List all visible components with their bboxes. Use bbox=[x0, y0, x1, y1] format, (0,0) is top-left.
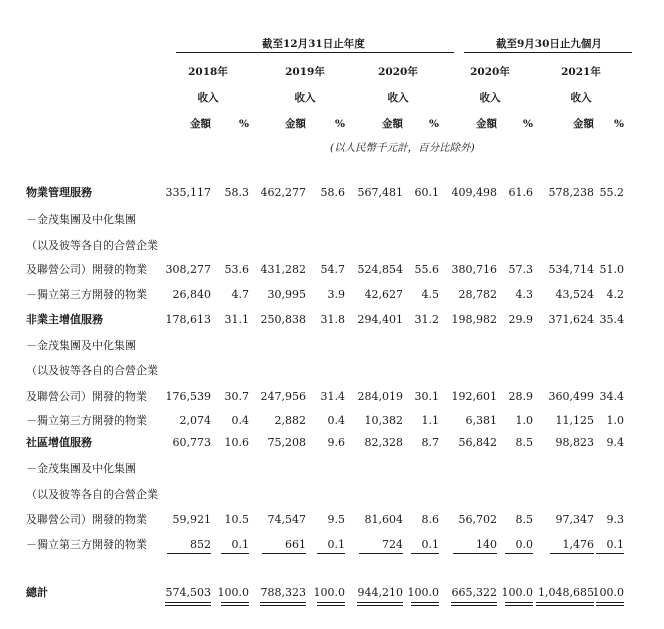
total-double-underline bbox=[357, 602, 403, 603]
subtotal-underline bbox=[550, 553, 594, 554]
cell-percent: 1.0 bbox=[515, 414, 533, 427]
subtotal-underline bbox=[221, 553, 249, 554]
cell-amount: 82,328 bbox=[364, 436, 403, 449]
total-double-underline bbox=[221, 602, 249, 603]
row-label: －金茂集團及中化集團 bbox=[26, 339, 136, 352]
cell-amount: 371,624 bbox=[548, 313, 594, 326]
amount-header: 金額 bbox=[476, 118, 497, 130]
total-double-underline bbox=[505, 602, 533, 603]
cell-amount: 524,854 bbox=[357, 263, 403, 276]
cell-amount: 192,601 bbox=[451, 390, 497, 403]
total-double-underline bbox=[505, 605, 533, 606]
cell-amount: 1,476 bbox=[562, 538, 594, 551]
total-double-underline bbox=[596, 602, 624, 603]
cell-amount: 567,481 bbox=[357, 186, 403, 199]
cell-percent: 0.4 bbox=[327, 414, 345, 427]
cell-percent: 8.6 bbox=[421, 513, 439, 526]
amount-header: 金額 bbox=[190, 118, 211, 130]
cell-percent: 8.5 bbox=[515, 436, 533, 449]
subtotal-underline bbox=[411, 553, 439, 554]
cell-amount: 409,498 bbox=[451, 186, 497, 199]
revenue-header: 收入 bbox=[387, 92, 409, 104]
header-group-right: 截至9月30日止九個月 bbox=[496, 38, 602, 50]
total-percent: 100.0 bbox=[592, 586, 624, 599]
subtotal-underline bbox=[262, 553, 306, 554]
cell-percent: 9.3 bbox=[606, 513, 624, 526]
total-double-underline bbox=[317, 602, 345, 603]
row-label: －金茂集團及中化集團 bbox=[26, 213, 136, 226]
percent-header: % bbox=[614, 118, 624, 130]
cell-percent: 0.1 bbox=[327, 538, 345, 551]
row-label: （以及彼等各自的合營企業 bbox=[26, 488, 158, 501]
year-header: 2020年 bbox=[378, 66, 418, 78]
cell-amount: 10,382 bbox=[364, 414, 403, 427]
cell-amount: 2,882 bbox=[274, 414, 306, 427]
total-double-underline bbox=[536, 602, 594, 603]
cell-amount: 59,921 bbox=[172, 513, 211, 526]
cell-amount: 308,277 bbox=[165, 263, 211, 276]
cell-percent: 29.9 bbox=[508, 313, 533, 326]
cell-percent: 61.6 bbox=[508, 186, 533, 199]
cell-percent: 60.1 bbox=[414, 186, 439, 199]
cell-amount: 56,842 bbox=[458, 436, 497, 449]
row-label: 及聯營公司）開發的物業 bbox=[26, 390, 147, 403]
year-header: 2019年 bbox=[285, 66, 325, 78]
cell-percent: 3.9 bbox=[327, 288, 345, 301]
revenue-header: 收入 bbox=[570, 92, 592, 104]
total-amount: 788,323 bbox=[260, 586, 306, 599]
row-label: －獨立第三方開發的物業 bbox=[26, 288, 147, 301]
cell-amount: 81,604 bbox=[364, 513, 403, 526]
cell-percent: 58.3 bbox=[224, 186, 249, 199]
cell-amount: 42,627 bbox=[364, 288, 403, 301]
cell-percent: 31.1 bbox=[224, 313, 249, 326]
row-label: －金茂集團及中化集團 bbox=[26, 462, 136, 475]
percent-header: % bbox=[523, 118, 533, 130]
total-amount: 944,210 bbox=[357, 586, 403, 599]
cell-amount: 284,019 bbox=[357, 390, 403, 403]
total-percent: 100.0 bbox=[501, 586, 533, 599]
subtotal-underline bbox=[505, 553, 533, 554]
cell-percent: 28.9 bbox=[508, 390, 533, 403]
subtotal-underline bbox=[596, 553, 624, 554]
revenue-header: 收入 bbox=[197, 92, 219, 104]
cell-percent: 0.1 bbox=[421, 538, 439, 551]
cell-amount: 140 bbox=[476, 538, 497, 551]
percent-header: % bbox=[429, 118, 439, 130]
year-header: 2021年 bbox=[561, 66, 601, 78]
cell-amount: 176,539 bbox=[165, 390, 211, 403]
cell-percent: 8.5 bbox=[515, 513, 533, 526]
revenue-header: 收入 bbox=[294, 92, 316, 104]
amount-header: 金額 bbox=[382, 118, 403, 130]
amount-header: 金額 bbox=[285, 118, 306, 130]
total-double-underline bbox=[536, 605, 594, 606]
subtotal-underline bbox=[167, 553, 211, 554]
cell-percent: 10.5 bbox=[224, 513, 249, 526]
total-double-underline bbox=[221, 605, 249, 606]
row-label: －獨立第三方開發的物業 bbox=[26, 538, 147, 551]
total-double-underline bbox=[260, 602, 306, 603]
cell-amount: 431,282 bbox=[260, 263, 306, 276]
cell-amount: 60,773 bbox=[172, 436, 211, 449]
cell-amount: 26,840 bbox=[172, 288, 211, 301]
cell-amount: 198,982 bbox=[451, 313, 497, 326]
header-group-left-underline bbox=[176, 52, 454, 53]
cell-percent: 57.3 bbox=[508, 263, 533, 276]
total-percent: 100.0 bbox=[313, 586, 345, 599]
total-percent: 100.0 bbox=[407, 586, 439, 599]
year-header: 2018年 bbox=[188, 66, 228, 78]
subtotal-underline bbox=[317, 553, 345, 554]
cell-percent: 53.6 bbox=[224, 263, 249, 276]
total-double-underline bbox=[451, 605, 497, 606]
total-double-underline bbox=[165, 605, 211, 606]
cell-percent: 4.3 bbox=[515, 288, 533, 301]
total-double-underline bbox=[260, 605, 306, 606]
cell-percent: 58.6 bbox=[320, 186, 345, 199]
cell-amount: 360,499 bbox=[548, 390, 594, 403]
row-label: 及聯營公司）開發的物業 bbox=[26, 263, 147, 276]
total-double-underline bbox=[357, 605, 403, 606]
cell-amount: 6,381 bbox=[465, 414, 497, 427]
cell-percent: 30.1 bbox=[414, 390, 439, 403]
cell-amount: 75,208 bbox=[267, 436, 306, 449]
total-double-underline bbox=[411, 605, 439, 606]
cell-amount: 578,238 bbox=[548, 186, 594, 199]
cell-percent: 34.4 bbox=[599, 390, 624, 403]
total-label: 總計 bbox=[26, 586, 48, 599]
section-label: 物業管理服務 bbox=[26, 186, 92, 199]
cell-percent: 9.5 bbox=[327, 513, 345, 526]
row-label: （以及彼等各自的合營企業 bbox=[26, 364, 158, 377]
cell-percent: 55.2 bbox=[599, 186, 624, 199]
total-amount: 1,048,685 bbox=[538, 586, 594, 599]
total-double-underline bbox=[451, 602, 497, 603]
cell-amount: 178,613 bbox=[165, 313, 211, 326]
total-amount: 665,322 bbox=[451, 586, 497, 599]
cell-percent: 54.7 bbox=[320, 263, 345, 276]
cell-percent: 0.0 bbox=[515, 538, 533, 551]
cell-percent: 10.6 bbox=[224, 436, 249, 449]
cell-amount: 724 bbox=[382, 538, 403, 551]
cell-percent: 30.7 bbox=[224, 390, 249, 403]
subtotal-underline bbox=[359, 553, 403, 554]
cell-amount: 294,401 bbox=[357, 313, 403, 326]
cell-amount: 28,782 bbox=[458, 288, 497, 301]
cell-percent: 8.7 bbox=[421, 436, 439, 449]
section-label: 社區增值服務 bbox=[26, 436, 92, 449]
total-percent: 100.0 bbox=[217, 586, 249, 599]
cell-percent: 0.1 bbox=[606, 538, 624, 551]
cell-amount: 335,117 bbox=[165, 186, 211, 199]
cell-amount: 250,838 bbox=[260, 313, 306, 326]
row-label: 及聯營公司）開發的物業 bbox=[26, 513, 147, 526]
total-double-underline bbox=[411, 602, 439, 603]
cell-amount: 462,277 bbox=[260, 186, 306, 199]
cell-percent: 4.7 bbox=[231, 288, 249, 301]
percent-header: % bbox=[335, 118, 345, 130]
cell-amount: 380,716 bbox=[451, 263, 497, 276]
cell-percent: 4.5 bbox=[421, 288, 439, 301]
cell-percent: 4.2 bbox=[606, 288, 624, 301]
cell-percent: 55.6 bbox=[414, 263, 439, 276]
cell-amount: 30,995 bbox=[267, 288, 306, 301]
cell-percent: 51.0 bbox=[599, 263, 624, 276]
revenue-header: 收入 bbox=[479, 92, 501, 104]
cell-amount: 74,547 bbox=[267, 513, 306, 526]
total-double-underline bbox=[317, 605, 345, 606]
amount-header: 金額 bbox=[573, 118, 594, 130]
row-label: －獨立第三方開發的物業 bbox=[26, 414, 147, 427]
cell-percent: 1.1 bbox=[421, 414, 439, 427]
total-amount: 574,503 bbox=[165, 586, 211, 599]
cell-amount: 11,125 bbox=[555, 414, 594, 427]
cell-amount: 852 bbox=[190, 538, 211, 551]
unit-note: (以人民幣千元計，百分比除外) bbox=[330, 142, 475, 154]
cell-amount: 661 bbox=[285, 538, 306, 551]
year-header: 2020年 bbox=[470, 66, 510, 78]
header-group-left: 截至12月31日止年度 bbox=[262, 38, 365, 50]
cell-amount: 534,714 bbox=[548, 263, 594, 276]
cell-percent: 0.4 bbox=[231, 414, 249, 427]
cell-amount: 98,823 bbox=[555, 436, 594, 449]
row-label: （以及彼等各自的合營企業 bbox=[26, 239, 158, 252]
cell-percent: 35.4 bbox=[599, 313, 624, 326]
cell-percent: 9.4 bbox=[606, 436, 624, 449]
total-double-underline bbox=[165, 602, 211, 603]
total-double-underline bbox=[596, 605, 624, 606]
cell-percent: 1.0 bbox=[606, 414, 624, 427]
cell-percent: 31.2 bbox=[414, 313, 439, 326]
cell-amount: 56,702 bbox=[458, 513, 497, 526]
cell-percent: 31.8 bbox=[320, 313, 345, 326]
cell-amount: 2,074 bbox=[179, 414, 211, 427]
cell-percent: 31.4 bbox=[320, 390, 345, 403]
cell-amount: 43,524 bbox=[555, 288, 594, 301]
header-group-right-underline bbox=[464, 52, 632, 53]
cell-percent: 0.1 bbox=[231, 538, 249, 551]
cell-percent: 9.6 bbox=[327, 436, 345, 449]
cell-amount: 247,956 bbox=[260, 390, 306, 403]
percent-header: % bbox=[239, 118, 249, 130]
cell-amount: 97,347 bbox=[555, 513, 594, 526]
subtotal-underline bbox=[453, 553, 497, 554]
section-label: 非業主增值服務 bbox=[26, 313, 103, 326]
